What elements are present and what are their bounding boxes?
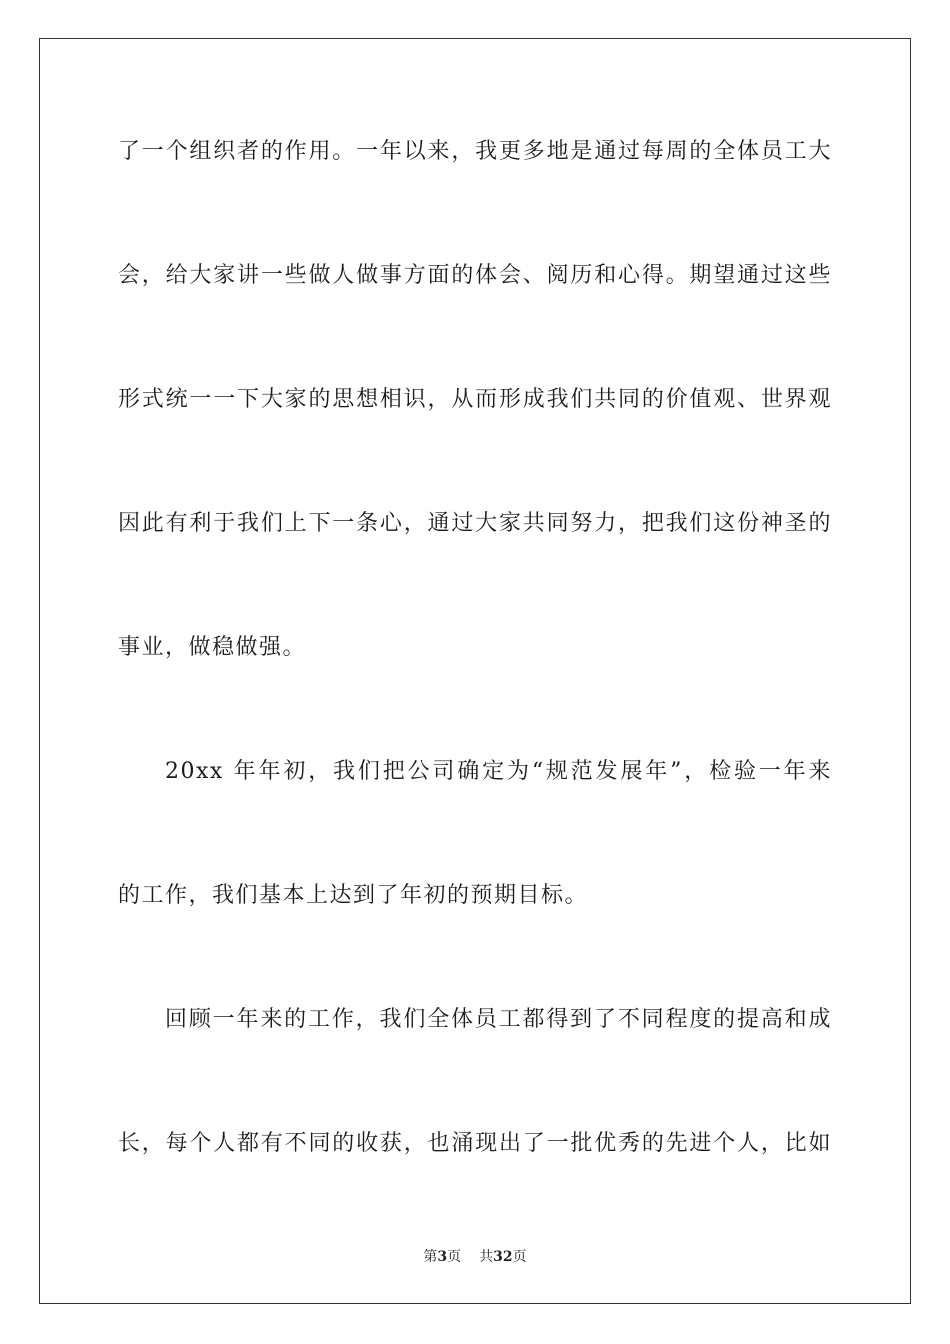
- page-footer: [0, 1247, 950, 1267]
- paragraph-2-line-2: 的工作，我们基本上达到了年初的预期目标。: [118, 883, 589, 908]
- footer-page-suffix: 页: [447, 1249, 462, 1265]
- footer-total-prefix: 共: [479, 1249, 494, 1265]
- footer-page-prefix: 第: [423, 1249, 438, 1265]
- page-border: [39, 38, 911, 1304]
- text-line-5: 事业，做稳做强。: [118, 635, 307, 660]
- text-line-3: 形式统一一下大家的思想相识，从而形成我们共同的价值观、世界观: [118, 387, 832, 412]
- footer-total-suffix: 页: [512, 1249, 527, 1265]
- text-line-2: 会，给大家讲一些做人做事方面的体会、阅历和心得。期望通过这些: [118, 263, 832, 288]
- text-line-4: 因此有利于我们上下一条心，通过大家共同努力，把我们这份神圣的: [118, 511, 832, 536]
- paragraph-3-line-1: 回顾一年来的工作，我们全体员工都得到了不同程度的提高和成: [165, 1007, 832, 1032]
- footer-total-pages: 32: [493, 1249, 513, 1265]
- paragraph-3-line-2: 长，每个人都有不同的收获，也涌现出了一批优秀的先进个人，比如: [118, 1131, 832, 1156]
- text-line-1: 了一个组织者的作用。一年以来，我更多地是通过每周的全体员工大: [118, 139, 832, 164]
- paragraph-2-line-1: 20xx 年年初，我们把公司确定为“规范发展年”，检验一年来: [165, 759, 832, 784]
- footer-page-number: 3: [437, 1249, 448, 1265]
